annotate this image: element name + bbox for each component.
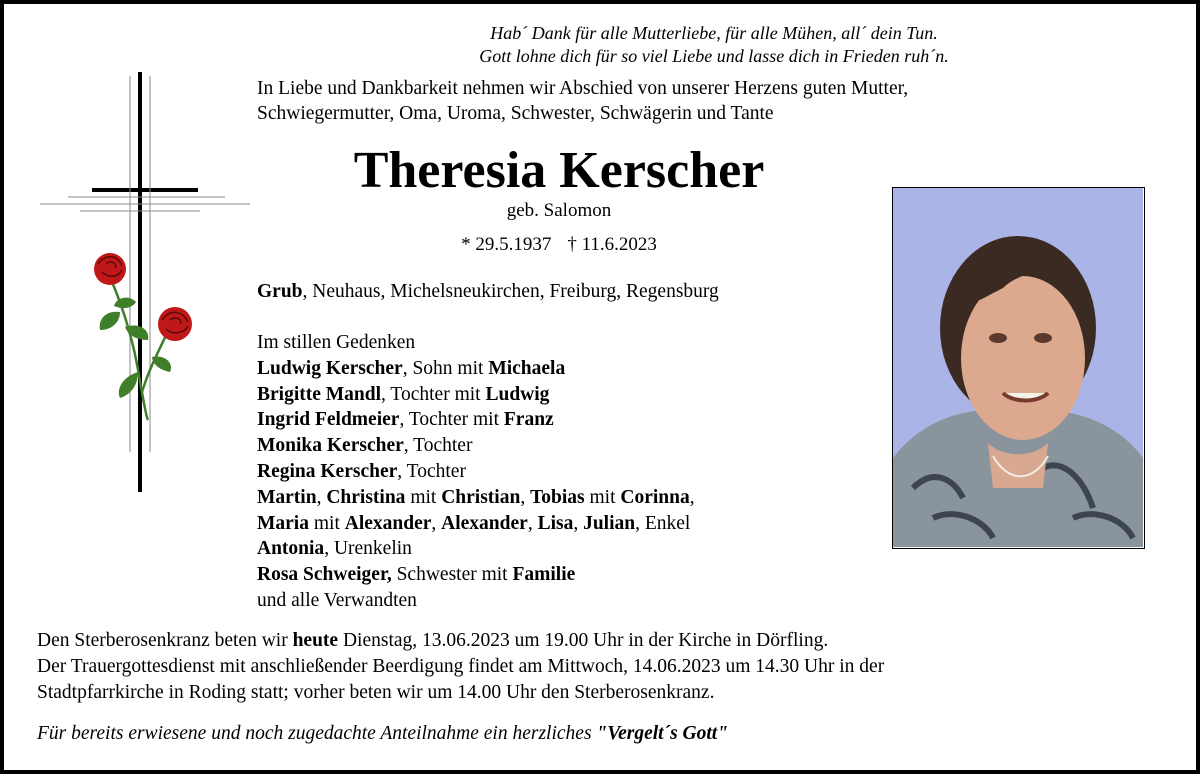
mourners-list (257, 330, 877, 614)
mourner-relation: , Tochter (397, 460, 466, 482)
mourner-line (257, 356, 877, 382)
quote-line: Hab´ Dank für alle Mutterliebe, für alle Mühen, all´ dein Tun. (490, 23, 938, 43)
mourner-name: Michaela (488, 357, 566, 379)
cross-icon (40, 72, 250, 492)
mourner-name: Ingrid Feldmeier (257, 409, 400, 431)
mourner-relation: , (520, 486, 531, 508)
mourner-name: Alexander (441, 512, 528, 534)
cross-with-roses-icon (40, 72, 252, 497)
mourner-name: Ludwig (485, 383, 550, 405)
mourner-relation: , (689, 486, 695, 508)
service-line: Der Trauergottesdienst mit anschließender Beerdigung findet am Mittwoch, 14.06.2023 um 14.30 Uhr in der (37, 656, 885, 677)
mourner-line (257, 485, 877, 511)
mourner-name: Maria (257, 512, 309, 534)
mourner-name: Corinna (620, 486, 690, 508)
mourner-name: Antonia (257, 538, 325, 560)
rosary-details: Dienstag, 13.06.2023 um 19.00 Uhr in der Kirche in Dörfling. (338, 630, 829, 651)
mourner-line (257, 511, 877, 537)
mourner-name: Familie (512, 564, 576, 586)
mourner-name: Rosa Schweiger, (257, 564, 392, 586)
mourner-relation: , (316, 486, 327, 508)
quote-line: Gott lohne dich für so viel Liebe und lasse dich in Frieden ruh´n. (479, 46, 949, 66)
memorial-quote (404, 22, 1024, 68)
place-rest: , Neuhaus, Michelsneukirchen, Freiburg, Regensburg (302, 281, 719, 302)
portrait-image (893, 188, 1143, 547)
mourner-relation: mit (584, 486, 621, 508)
thanks-line (37, 721, 1187, 747)
mourner-name: Julian (583, 512, 636, 534)
mourner-line (257, 382, 877, 408)
intro-text (257, 76, 1057, 126)
portrait-photo (892, 187, 1145, 549)
mourner-relation: und alle Verwandten (257, 589, 417, 611)
intro-line: Schwiegermutter, Oma, Uroma, Schwester, Schwägerin und Tante (257, 103, 774, 124)
mourner-relation: , Tochter (403, 435, 473, 457)
intro-line: In Liebe und Dankbarkeit nehmen wir Abschied von unserer Herzens guten Mutter, (257, 78, 909, 99)
mourner-relation: , Tochter mit (381, 383, 486, 405)
mourner-relation: , Enkel (635, 512, 691, 534)
rosary-text: Den Sterberosenkranz beten wir (37, 630, 293, 651)
mourner-relation: , (527, 512, 538, 534)
rose-icon (94, 253, 192, 420)
rosary-line (37, 628, 1187, 654)
mourner-name: Lisa (537, 512, 574, 534)
mourner-name: Franz (503, 409, 554, 431)
maiden-name: geb. Salomon (506, 200, 612, 221)
rosary-today: heute (292, 630, 339, 651)
mourner-relation: , (431, 512, 442, 534)
mourner-line (257, 562, 877, 588)
funeral-info (37, 628, 1187, 706)
mourner-name: Regina Kerscher (257, 460, 398, 482)
mourner-name: Martin (257, 486, 317, 508)
deceased-name: Theresia Kerscher (353, 142, 765, 199)
mourner-relation: , Urenkelin (324, 538, 412, 560)
mourner-name: Brigitte Mandl (257, 383, 382, 405)
mourner-name: Monika Kerscher (257, 435, 404, 457)
mourner-name: Tobias (530, 486, 585, 508)
thanks-text: Für bereits erwiesene und noch zugedachte Anteilnahme ein herzliches (37, 723, 597, 744)
birth-date: * 29.5.1937 (461, 234, 552, 255)
mourner-line (257, 536, 877, 562)
mourner-relation: , Sohn mit (402, 357, 489, 379)
place-main: Grub (257, 281, 303, 302)
mourner-relation: mit (308, 512, 345, 534)
mourner-relation: , Tochter mit (399, 409, 504, 431)
mourner-line (257, 407, 877, 433)
mourner-line (257, 588, 877, 614)
places-line (257, 279, 877, 304)
mourner-name: Christian (441, 486, 521, 508)
mourner-name: Ludwig Kerscher (257, 357, 403, 379)
mourner-name: Christina (326, 486, 406, 508)
mourner-relation: mit (405, 486, 442, 508)
mourner-line (257, 459, 877, 485)
mourners-heading: Im stillen Gedenken (257, 332, 416, 353)
mourner-name: Alexander (344, 512, 432, 534)
mourner-relation: Schwester mit (391, 564, 513, 586)
thanks-bold: "Vergelt´s Gott" (596, 723, 729, 744)
mourner-relation: , (573, 512, 584, 534)
service-line-2: Stadtpfarrkirche in Roding statt; vorher beten wir um 14.00 Uhr den Sterberosenkranz. (37, 682, 715, 703)
mourner-line (257, 433, 877, 459)
life-dates (264, 233, 854, 257)
death-date: † 11.6.2023 (567, 234, 657, 255)
